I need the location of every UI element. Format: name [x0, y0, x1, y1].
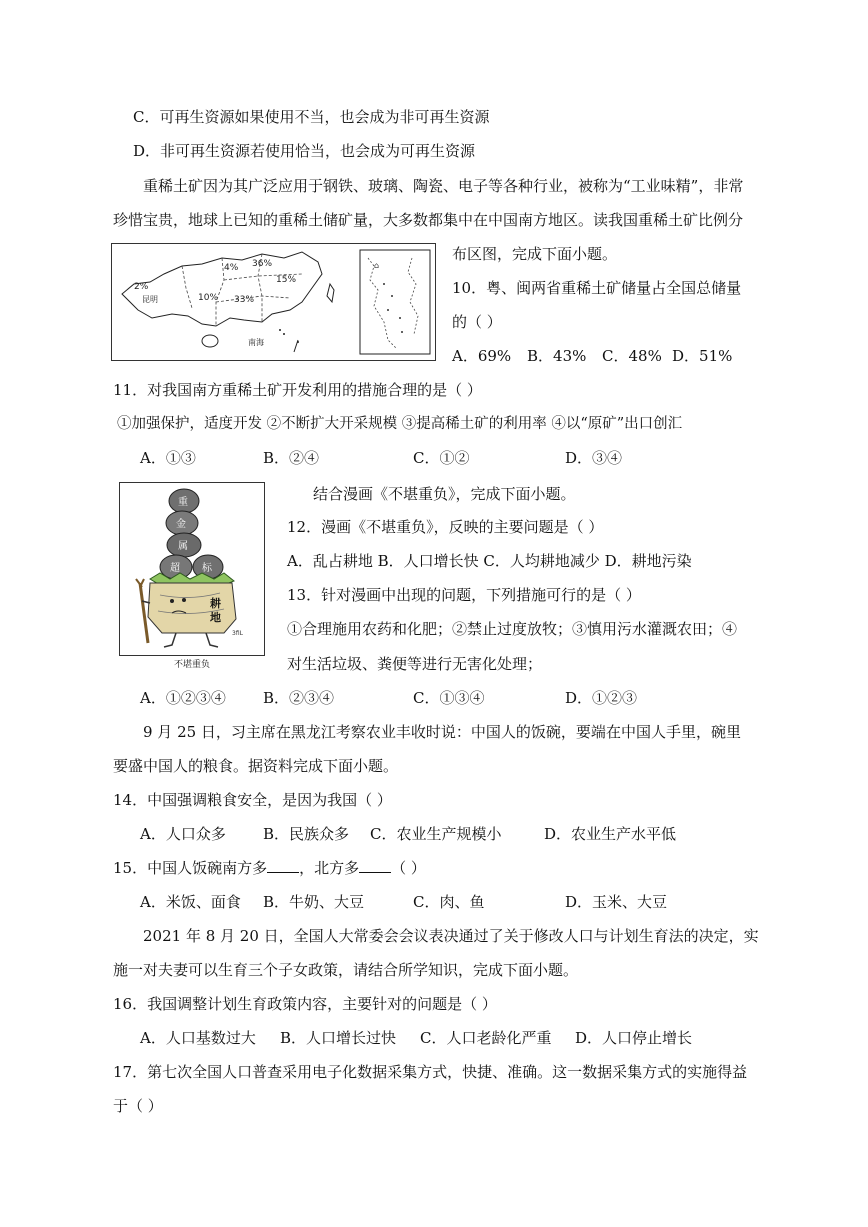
q11-option-c[interactable]: C．①②: [413, 449, 470, 467]
q11-options: [140, 448, 660, 468]
option-d-text: D．非可再生资源若使用恰当，也会成为可再生资源: [133, 142, 476, 160]
q11-option-a[interactable]: A．①③: [140, 449, 196, 467]
stone-char-4: 超: [170, 563, 180, 574]
q13-option-b[interactable]: B．②③④: [263, 689, 335, 707]
food-passage-line2: 要盛中国人的粮食。据资料完成下面小题。: [113, 757, 399, 775]
map-label-guangdong-pct: 33%: [234, 295, 255, 305]
map-label-fujian-pct: 15%: [276, 275, 297, 285]
food-passage-line1: 9 月 25 日，习主席在黑龙江考察农业丰收时说：中国人的饭碗，要端在中国人手里，碗里: [143, 723, 741, 741]
q15-stem: [113, 858, 426, 878]
sack-label-char-1: 耕: [210, 597, 221, 610]
q10-option-a[interactable]: A．69%: [452, 347, 512, 365]
rare-earth-map-graphic: [112, 244, 435, 360]
q16-stem: 16．我国调整计划生育政策内容，主要针对的问题是（ ）: [113, 995, 497, 1013]
stone-char-2: 金: [176, 519, 186, 530]
q15-option-b[interactable]: B．牛奶、大豆: [263, 893, 365, 911]
q16-option-c[interactable]: C．人口老龄化严重: [420, 1029, 552, 1047]
q16-options: [140, 1028, 740, 1048]
q13-option-a[interactable]: A．①②③④: [140, 689, 226, 707]
q15-options: [140, 892, 720, 912]
q15-blank-south[interactable]: [267, 858, 299, 873]
q16-option-b[interactable]: B．人口增长过快: [280, 1029, 397, 1047]
population-passage-line2: 施一对夫妻可以生育三个子女政策，请结合所学知识，完成下面小题。: [113, 961, 579, 979]
q13-option-c[interactable]: C．①③④: [413, 689, 485, 707]
cartoon-intro: 结合漫画《不堪重负》，完成下面小题。: [313, 485, 576, 503]
q15-stem-part2: ，北方多: [299, 859, 360, 877]
q10-stem-line1: 10．粤、闽两省重稀土矿储量占全国总储量: [452, 279, 742, 297]
rare-earth-passage-line2: 珍惜宝贵，地球上已知的重稀土储矿量，大多数都集中在中国南方地区。读我国重稀土矿比例分: [113, 211, 744, 229]
map-label-kunming: 昆明: [142, 295, 158, 304]
q10-option-c[interactable]: C．48%: [602, 347, 662, 365]
option-c-text: C．可再生资源如果使用不当，也会成为非可再生资源: [133, 108, 490, 126]
svg-text:⌂: ⌂: [374, 261, 380, 270]
q14-option-a[interactable]: A．人口众多: [140, 825, 226, 843]
q15-stem-part1: 15．中国人饭碗南方多: [113, 859, 268, 877]
stone-char-3: 属: [178, 541, 188, 552]
q12-options: A．乱占耕地 B．人口增长快 C．人均耕地减少 D．耕地污染: [287, 552, 692, 570]
q10-option-b[interactable]: B．43%: [527, 347, 587, 365]
map-label-hunan-pct: 4%: [224, 263, 239, 273]
q11-items: ①加强保护，适度开发 ②不断扩大开采规模 ③提高稀土矿的利用率 ④以“原矿”出口创汇: [117, 416, 683, 432]
q14-option-c[interactable]: C．农业生产规模小: [370, 825, 502, 843]
q15-option-d[interactable]: D．玉米、大豆: [565, 893, 668, 911]
q13-option-d[interactable]: D．①②③: [565, 689, 638, 707]
q13-items-line2: 对生活垃圾、粪便等进行无害化处理；: [287, 655, 543, 673]
rare-earth-map-figure: [111, 243, 436, 361]
q13-items-line1: ①合理施用农药和化肥；②禁止过度放牧；③慎用污水灌溉农田；④: [287, 620, 738, 638]
q13-stem: 13．针对漫画中出现的问题，下列措施可行的是（ ）: [287, 586, 641, 604]
q13-options: [140, 688, 660, 708]
q10-options: [452, 346, 752, 366]
map-label-yunnan-pct: 2%: [134, 282, 149, 292]
q17-stem-line2: 于（ ）: [113, 1097, 163, 1115]
cartoon-graphic: [120, 483, 264, 655]
cartoon-caption: 不堪重负: [173, 660, 210, 670]
q10-option-d[interactable]: D．51%: [672, 347, 733, 365]
q11-stem: 11．对我国南方重稀土矿开发利用的措施合理的是（ ）: [113, 381, 482, 399]
q16-option-a[interactable]: A．人口基数过大: [140, 1029, 256, 1047]
q16-option-d[interactable]: D．人口停止增长: [575, 1029, 693, 1047]
q14-option-b[interactable]: B．民族众多: [263, 825, 350, 843]
svg-text:3fiL: 3fiL: [232, 630, 243, 637]
q14-option-d[interactable]: D．农业生产水平低: [544, 825, 677, 843]
cartoon-figure: [119, 482, 265, 670]
q11-option-b[interactable]: B．②④: [263, 449, 320, 467]
q11-option-d[interactable]: D．③④: [565, 449, 623, 467]
q14-options: [140, 824, 720, 844]
q15-blank-north[interactable]: [359, 858, 391, 873]
rare-earth-passage-line3: 布区图，完成下面小题。: [452, 245, 618, 263]
population-passage-line1: 2021 年 8 月 20 日，全国人大常委会会议表决通过了关于修改人口与计划生育法的决定，实: [143, 927, 759, 945]
q15-option-a[interactable]: A．米饭、面食: [140, 893, 241, 911]
q15-option-c[interactable]: C．肉、鱼: [413, 893, 485, 911]
q14-stem: 14．中国强调粮食安全，是因为我国（ ）: [113, 791, 392, 809]
map-label-guangxi-pct: 10%: [198, 293, 219, 303]
q10-stem-line2: 的（ ）: [452, 313, 502, 331]
map-label-south-china-sea: 南海: [248, 338, 264, 347]
map-label-jiangxi-pct: 36%: [252, 259, 273, 269]
q17-stem-line1: 17．第七次全国人口普查采用电子化数据采集方式，快捷、准确。这一数据采集方式的实施得益: [113, 1063, 748, 1081]
q12-stem: 12．漫画《不堪重负》，反映的主要问题是（ ）: [287, 518, 604, 536]
sack-label-char-2: 地: [210, 611, 221, 624]
stone-char-5: 标: [202, 563, 212, 574]
rare-earth-passage-line1: 重稀土矿因为其广泛应用于钢铁、玻璃、陶瓷、电子等各种行业，被称为“工业味精”，非常: [143, 177, 744, 195]
q15-stem-part3: （ ）: [391, 859, 426, 877]
stone-char-1: 重: [178, 497, 188, 508]
